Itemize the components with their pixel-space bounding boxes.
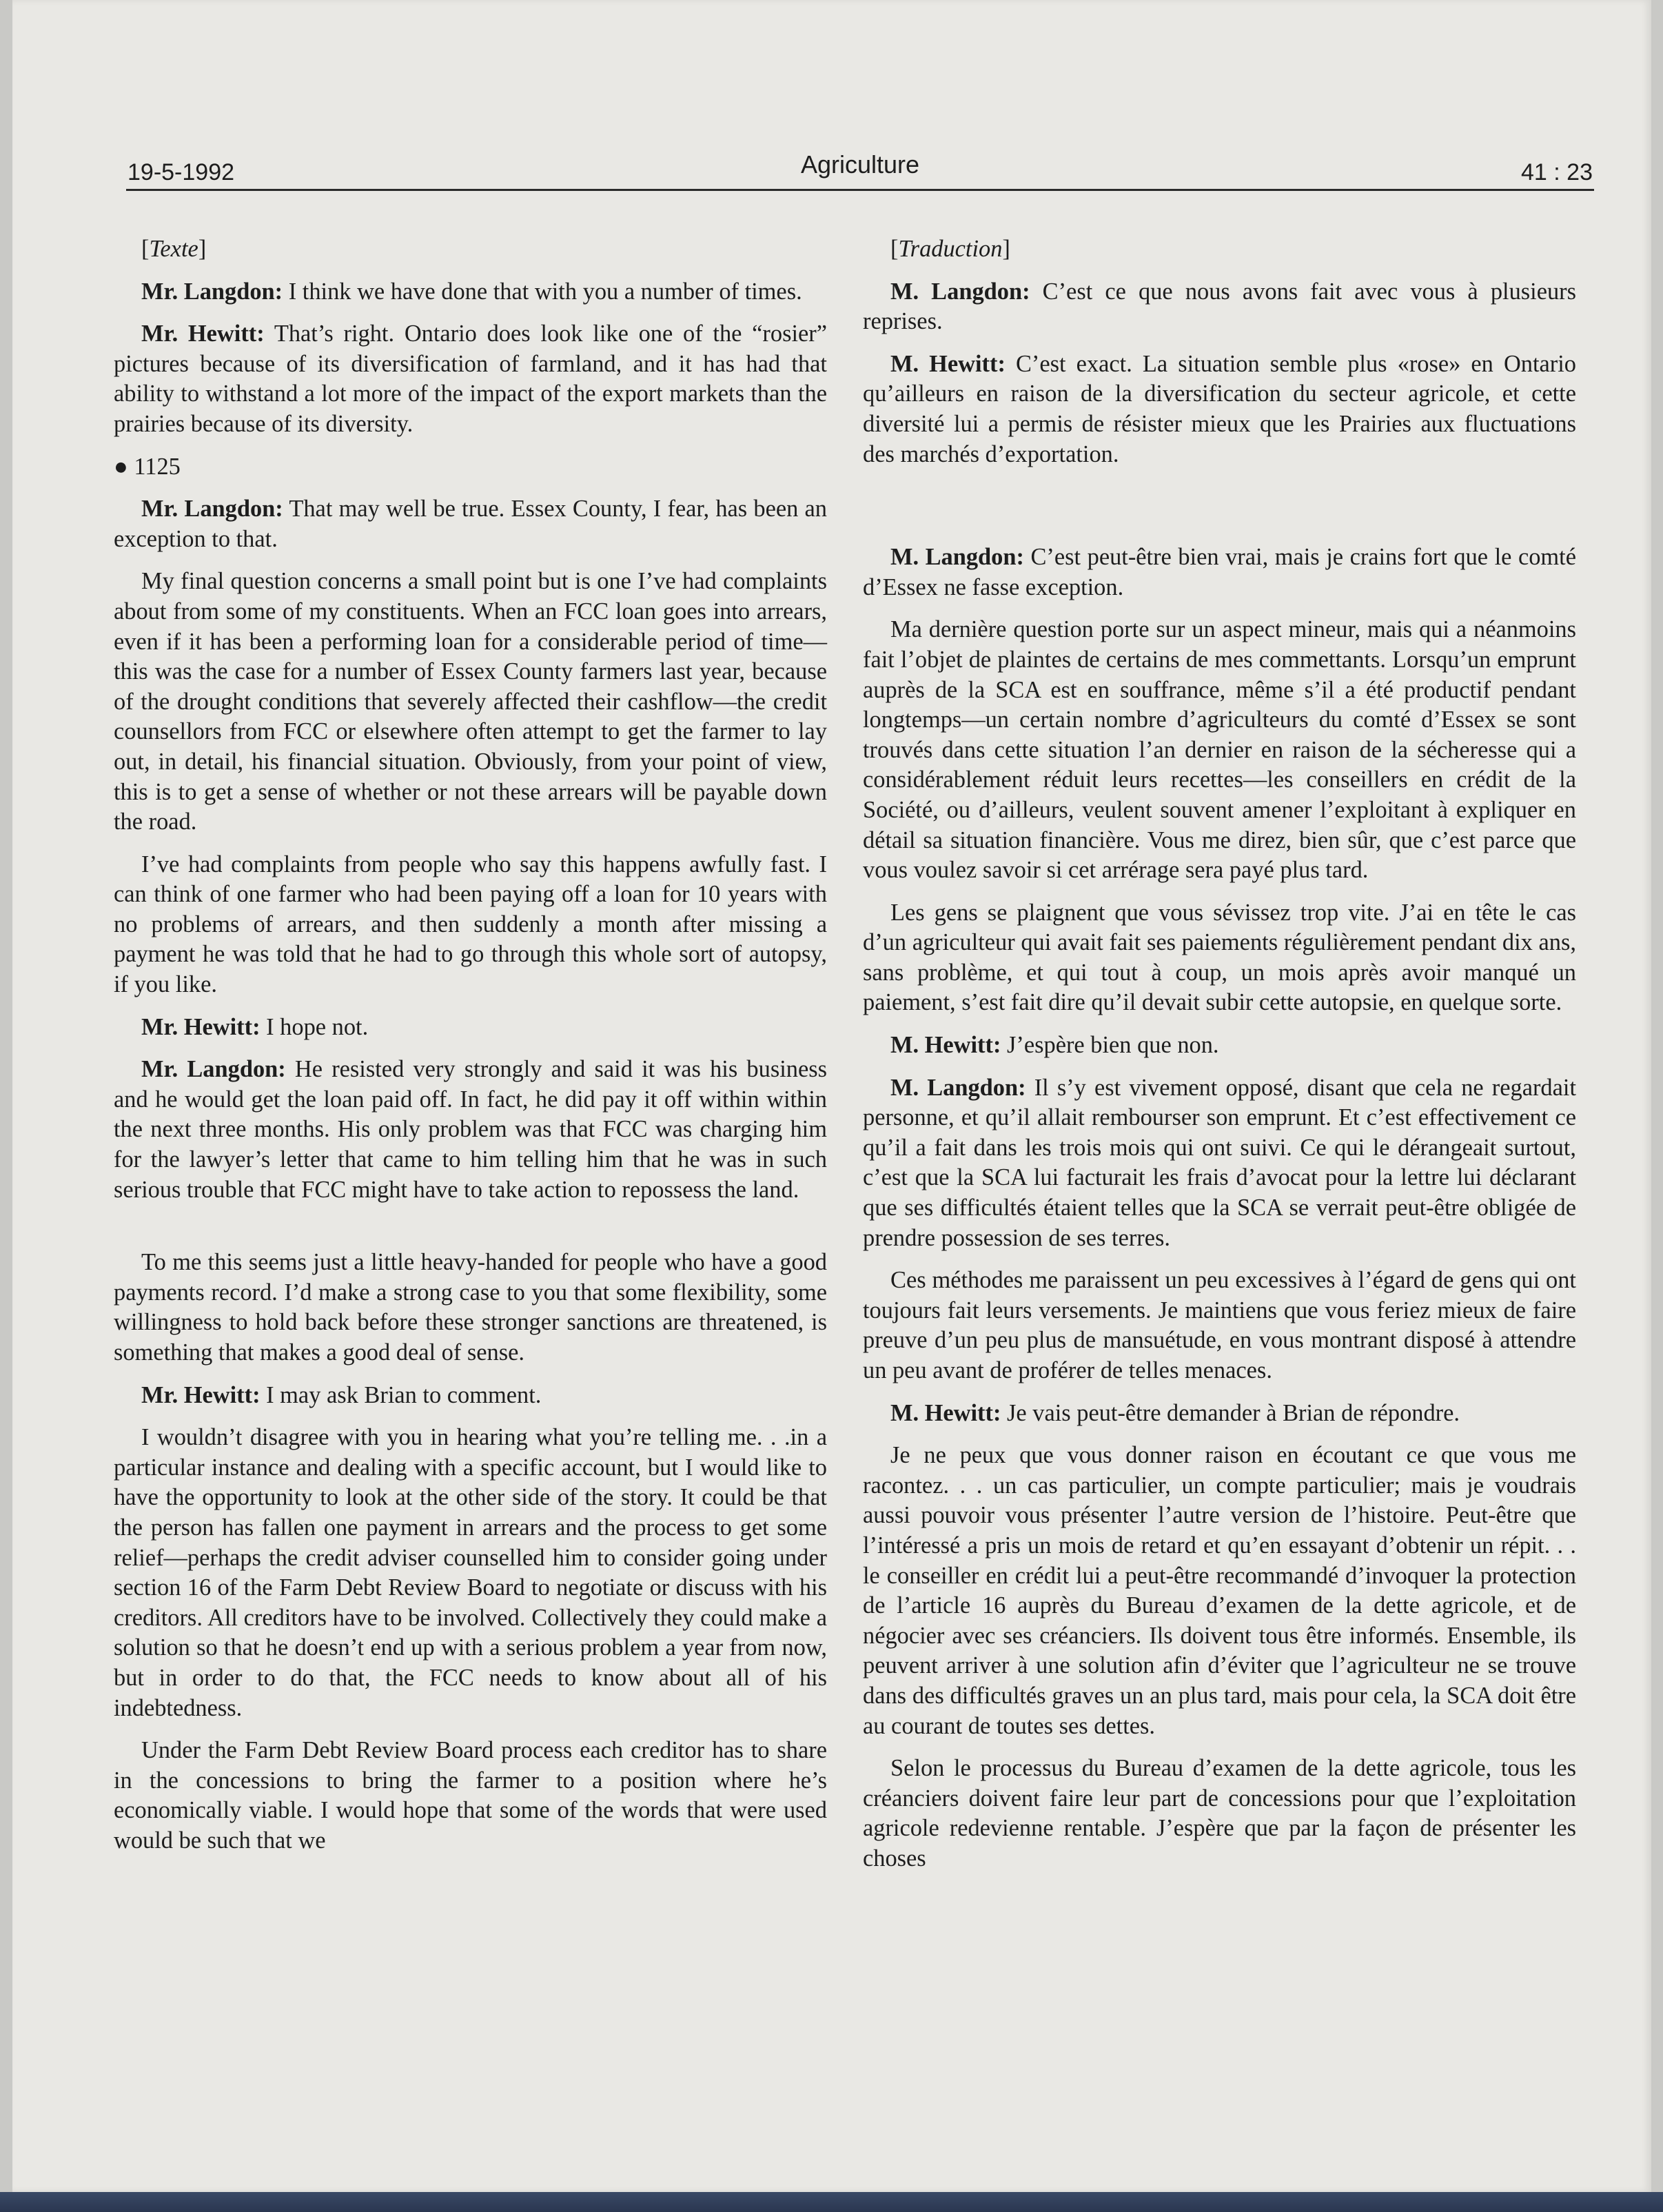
page-header (126, 150, 1594, 191)
paragraph: M. Hewitt: C’est exact. La situation semble plus «rose» en Ontario qu’ailleurs en raison de la diversification du secteur agricole, et cette diversité lui a permis de résister mieux que les Prairies aux fluctuations des marchés d’exportation. (863, 350, 1576, 467)
paragraph: I’ve had complaints from people who say this happens awfully fast. I can think of one farmer who had been paying off a loan for 10 years with no problems of arrears, and then suddenly a month after missing a payment he was told that he had to go through this whole sort of autopsy, if you like. (114, 851, 827, 998)
paragraph: My final question concerns a small point but is one I’ve had complaints about from some of my constituents. When an FCC loan goes into arrears, even if it has been a performing loan for a considerable period of time—this was the case for a number of Essex County farmers last year, because of the drought conditions that severely affected their cashflow—the credit counsellors from FCC or elsewhere often attempt to get the farmer to lay out, in detail, his financial situation. Obviously, from your point of view, this is to get a sense of whether or not these arrears will be payable down the road. (114, 568, 827, 835)
speaker-name: M. Hewitt: (890, 1032, 1001, 1059)
speaker-name: M. Langdon: (890, 278, 1030, 305)
paragraph: M. Hewitt: J’espère bien que non. (890, 1032, 1219, 1059)
paragraph: Under the Farm Debt Review Board process each creditor has to share in the concessions to bring the farmer to a position where he’s economically viable. I would hope that some of the words that were used would be such that we (114, 1737, 827, 1854)
paragraph: Mr. Langdon: That may well be true. Essex County, I fear, has been an exception to that. (114, 496, 827, 552)
speaker-name: Mr. Langdon: (141, 1056, 286, 1083)
speaker-name: M. Langdon: (890, 1074, 1026, 1101)
spacer (863, 482, 1576, 542)
paragraph: Mr. Hewitt: That’s right. Ontario does look like one of the “rosier” pictures because of its diversification of farmland, and it has had that ability to withstand a lot more of the impact of the export markets than the prairies because of its diversity. (114, 321, 827, 437)
paragraph: Je ne peux que vous donner raison en écoutant ce que vous me racontez. . . un cas particulier, un compte particulier; mais je voudrais aussi pouvoir vous présenter l’autre version de l’histoire. Peut-être que l’intéressé a pris un mois de retard et qu’en essayant d’obtenir un répit. . . le conseiller en crédit lui a peut-être recommandé d’invoquer la protection de l’article 16 auprès du Bureau d’examen de la dette agricole, et de négocier avec ses créanciers. Ils doivent tous être informés. Ensemble, ils peuvent arriver à une solution afin d’éviter que l’agriculteur ne se trouve dans des difficultés graves un an plus tard, mais pour cela, la SCA doit être au courant de toutes ses dettes. (863, 1442, 1576, 1739)
speaker-name: M. Hewitt: (890, 1399, 1001, 1426)
speaker-name: Mr. Langdon: (141, 496, 283, 522)
speaker-name: Mr. Hewitt: (141, 1381, 261, 1408)
speaker-name: Mr. Hewitt: (141, 321, 265, 347)
french-column (863, 234, 1576, 1887)
time-stamp: ● 1125 (114, 453, 181, 480)
paragraph: Mr. Hewitt: I may ask Brian to comment. (141, 1381, 542, 1408)
paragraph: Mr. Hewitt: I hope not. (141, 1013, 369, 1040)
paragraph: M. Langdon: C’est ce que nous avons fait avec vous à plusieurs reprises. (863, 278, 1576, 335)
page-bottom-edge (0, 2192, 1663, 2212)
english-column (114, 234, 827, 1869)
spacer (114, 1217, 827, 1248)
speaker-name: M. Langdon: (890, 544, 1024, 571)
paragraph: Ces méthodes me paraissent un peu excessives à l’égard de gens qui ont toujours fait leurs versements. Je maintiens que vous feriez mieux de faire preuve d’un peu plus de mansuétude, en vous montrant disposé à attendre un peu avant de proférer de telles menaces. (863, 1267, 1576, 1383)
language-label: [Traduction] (890, 236, 1010, 262)
header-date: 19-5-1992 (127, 159, 235, 185)
paragraph: Mr. Langdon: I think we have done that with you a number of times. (141, 278, 802, 305)
paragraph: M. Langdon: C’est peut-être bien vrai, mais je crains fort que le comté d’Essex ne fasse exception. (863, 544, 1576, 600)
language-label: [Texte] (141, 236, 207, 262)
paragraph: I wouldn’t disagree with you in hearing what you’re telling me. . .in a particular instance and dealing with a specific account, but I would like to have the opportunity to look at the other side of the story. It could be that the person has fallen one payment in arrears and the process to get some relief—perhaps the credit adviser counselled him to consider going under section 16 of the Farm Debt Review Board to negotiate or discuss with his creditors. All creditors have to be involved. Collectively they could make a solution so that he doesn’t end up with a serious problem a year from now, but in order to do that, the FCC needs to know about all of his indebtedness. (114, 1424, 827, 1721)
speaker-name: Mr. Langdon: (141, 278, 283, 305)
paragraph: M. Langdon: Il s’y est vivement opposé, disant que cela ne regardait personne, et qu’il allait rembourser son emprunt. Et c’est effectivement ce qu’il a fait dans les trois mois qui ont suivi. Ce qui le dérangeait surtout, c’est que la SCA lui facturait les frais d’avocat pour la lettre lui déclarant que ses difficultés étaient telles que la SCA se verrait peut-être obligée de prendre possession de ses terres. (863, 1074, 1576, 1251)
paragraph: M. Hewitt: Je vais peut-être demander à Brian de répondre. (890, 1399, 1460, 1426)
paragraph: Les gens se plaignent que vous sévissez trop vite. J’ai en tête le cas d’un agriculteur qui avait fait ses paiements régulièrement pendant dix ans, sans problème, et qui tout à coup, un mois après avoir manqué un paiement, s’est fait dire qu’il devait subir cette autopsie, en quelque sorte. (863, 899, 1576, 1016)
paragraph: Selon le processus du Bureau d’examen de la dette agricole, tous les créanciers doivent faire leur part de concessions pour que l’exploitation agricole redevienne rentable. J’espère que par la façon de présenter les choses (863, 1755, 1576, 1871)
paragraph: To me this seems just a little heavy-handed for people who have a good payments record. I’d make a strong case to you that some flexibility, some willingness to hold back before these stronger sanctions are threatened, is something that makes a good deal of sense. (114, 1249, 827, 1366)
header-title: Agriculture (800, 150, 920, 179)
speaker-name: M. Hewitt: (890, 350, 1006, 377)
paragraph: Ma dernière question porte sur un aspect mineur, mais qui a néanmoins fait l’objet de plaintes de certains de mes commettants. Lorsqu’un emprunt auprès de la SCA est en souffrance, même s’il a été productif pendant longtemps—un certain nombre d’agriculteurs du comté d’Essex se sont trouvés dans cette situation l’an dernier en raison de la sécheresse qui a considérablement réduit leurs recettes—les conseillers en crédit de la Société, ou d’ailleurs, veulent souvent amener l’exploitant à expliquer en détail sa situation financière. Vous me direz, bien sûr, que c’est parce que vous voulez savoir si cet arrérage sera payé plus tard. (863, 616, 1576, 884)
speaker-name: Mr. Hewitt: (141, 1013, 261, 1040)
paragraph: Mr. Langdon: He resisted very strongly and said it was his business and he would get the loan paid off. In fact, he did pay it off within within the next three months. His only problem was that FCC was charging him for the lawyer’s letter that came to him telling him that he was in such serious trouble that FCC might have to take action to repossess the land. (114, 1056, 827, 1203)
header-page-number: 41 : 23 (1521, 159, 1593, 185)
